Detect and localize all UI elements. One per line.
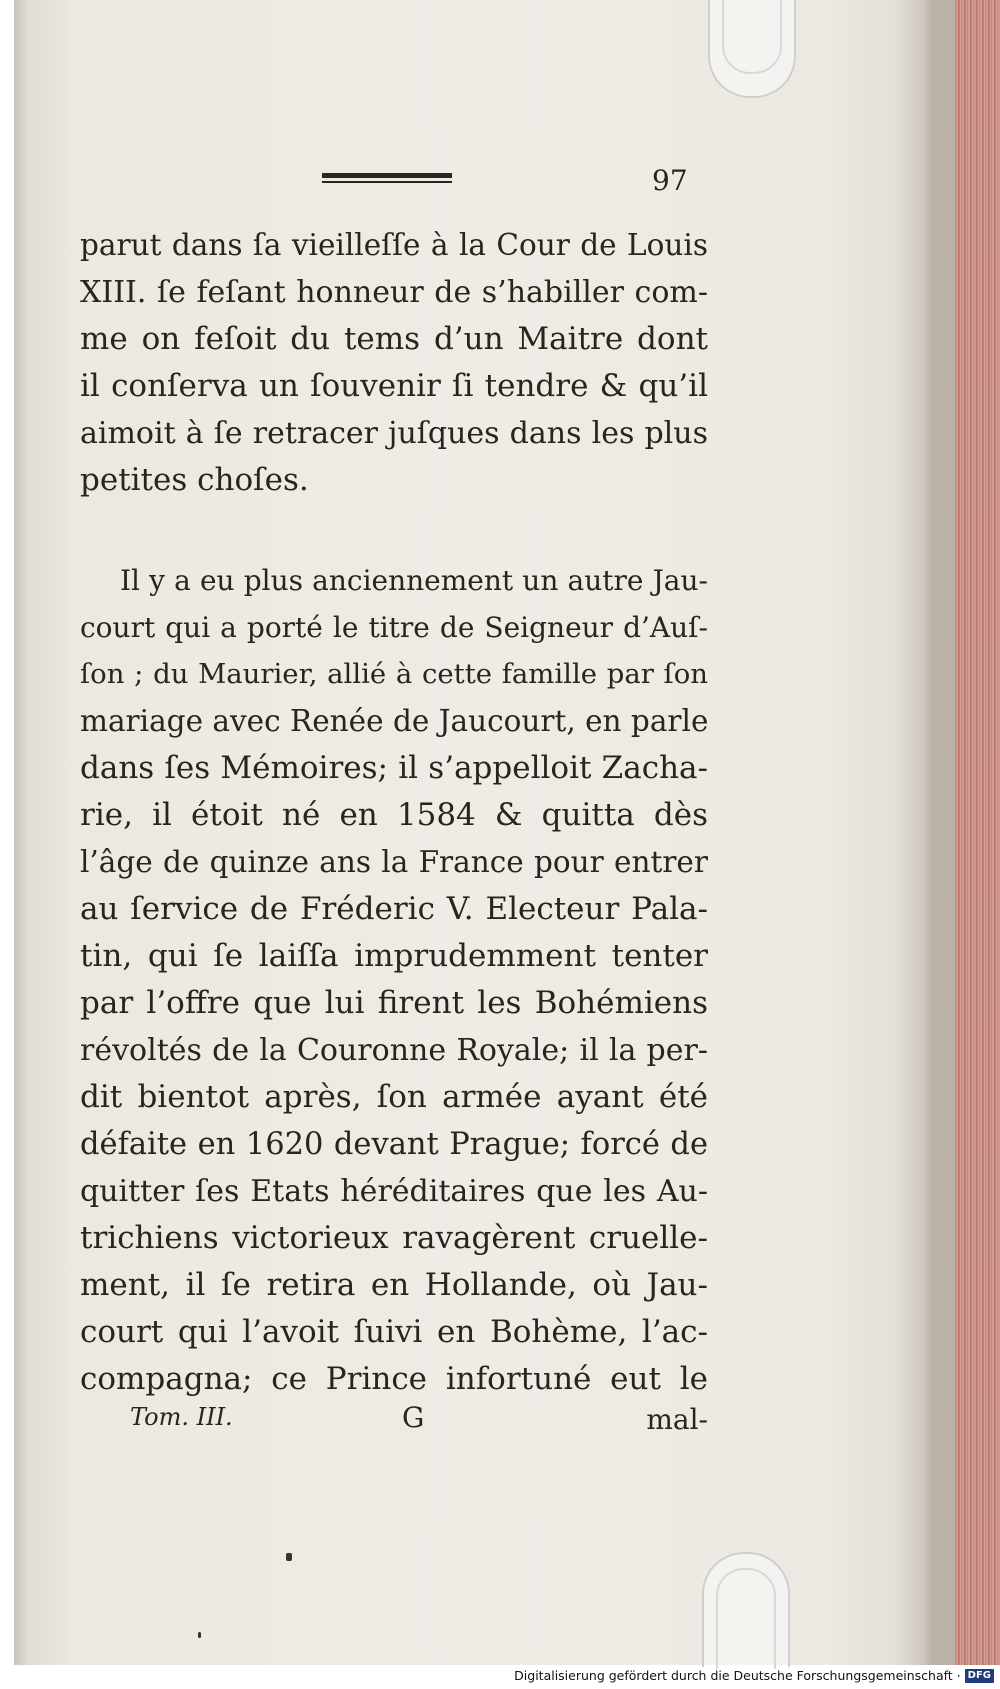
page-number: 97: [652, 164, 688, 197]
body-text: [80, 222, 708, 1403]
ink-speck: [286, 1553, 292, 1561]
text-line: l’âge de quinze ans la France pour entrer: [80, 845, 708, 879]
clip-bottom-icon: [702, 1552, 790, 1667]
text-line: tin, qui ſe laiſſa imprudemment tenter: [80, 938, 708, 974]
digitization-credit: [514, 1667, 994, 1685]
catchword: mal-: [646, 1403, 708, 1436]
text-line: aimoit à ſe retracer juſques dans les plus: [80, 416, 708, 451]
ink-speck: [198, 1632, 201, 1638]
volume-signature: Tom. III.: [130, 1403, 233, 1431]
text-line: quitter ſes Etats héréditaires que les Au-: [80, 1174, 708, 1209]
text-line: parut dans ſa vieilleſſe à la Cour de Louis: [80, 228, 708, 262]
text-line: il conſerva un ſouvenir ſi tendre & qu’il: [80, 368, 708, 404]
text-line: ſon ; du Maurier, allié à cette famille par ſon: [80, 658, 708, 690]
text-line: mariage avec Renée de Jaucourt, en parle: [80, 704, 709, 738]
text-line: compagna; ce Prince infortuné eut le: [80, 1361, 708, 1397]
text-line: révoltés de la Couronne Royale; il la per-: [80, 1033, 708, 1068]
text-line: me on feſoit du tems d’un Maitre dont: [80, 321, 708, 357]
text-line: dans ſes Mémoires; il s’appelloit Zacha-: [80, 750, 708, 786]
text-line: dit bientot après, ſon armée ayant été: [80, 1079, 708, 1115]
paragraph-2: [80, 557, 708, 1403]
clip-top-icon: [708, 0, 796, 98]
dfg-logo-icon: DFG: [965, 1669, 994, 1683]
text-line: ment, il ſe retira en Hollande, où Jau-: [80, 1267, 708, 1303]
text-line: petites choſes.: [80, 462, 309, 498]
text-line: XIII. ſe feſant honneur de s’habiller com-: [80, 275, 708, 310]
text-line: Il y a eu plus anciennement un autre Jau-: [120, 564, 708, 597]
page-edge-stack: [955, 0, 1000, 1665]
header-ornament-rule: [322, 173, 452, 185]
text-line: par l’offre que lui firent les Bohémiens: [80, 985, 708, 1021]
page-footer: [130, 1403, 708, 1443]
rule-thin: [322, 181, 452, 183]
rule-thick: [322, 173, 452, 178]
credit-text: Digitalisierung gefördert durch die Deutsche Forschungsgemeinschaft ·: [514, 1668, 961, 1683]
text-line: défaite en 1620 devant Prague; forcé de: [80, 1127, 708, 1162]
text-line: au ſervice de Fréderic V. Electeur Pala-: [80, 891, 708, 927]
text-line: court qui a porté le titre de Seigneur d’Auſ-: [80, 611, 708, 644]
gathering-mark: G: [402, 1401, 425, 1434]
text-line: rie, il étoit né en 1584 & quitta dès: [80, 797, 708, 833]
paragraph-gap: [80, 504, 708, 557]
paragraph-1: [80, 222, 708, 504]
text-line: trichiens victorieux ravagèrent cruelle-: [80, 1220, 708, 1256]
text-line: court qui l’avoit ſuivi en Bohème, l’ac-: [80, 1314, 708, 1350]
